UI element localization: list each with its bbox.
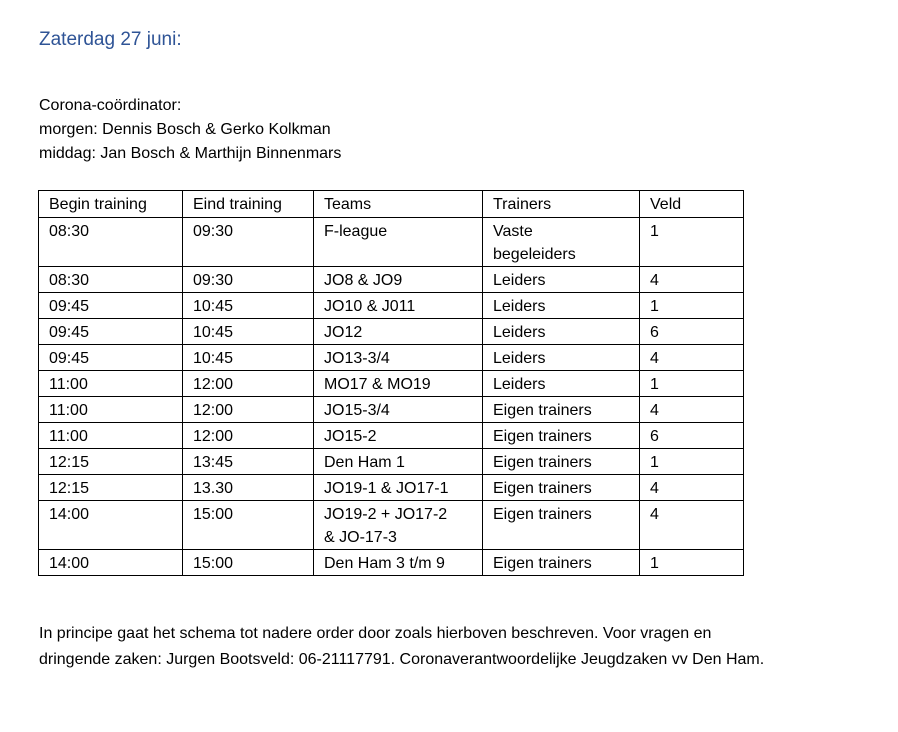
table-row (39, 423, 744, 449)
footer-note (39, 621, 889, 673)
cell-teams (314, 371, 483, 397)
cell-trainers-line: Leiders (493, 298, 546, 315)
header-trainers: Trainers (483, 191, 640, 218)
cell-trainers-line: Vaste (493, 223, 533, 240)
cell-trainers-line: Eigen trainers (493, 506, 592, 523)
cell-begin-training: 09:45 (39, 293, 183, 319)
table-row (39, 218, 744, 267)
table-row (39, 475, 744, 501)
cell-begin-training: 08:30 (39, 218, 183, 267)
header-teams: Teams (314, 191, 483, 218)
footer-line-1: In principe gaat het schema tot nadere order door zoals hierboven beschreven. Voor vragen en (39, 625, 712, 642)
coordinator-morning: morgen: Dennis Bosch & Gerko Kolkman (39, 121, 331, 138)
cell-veld: 4 (640, 475, 744, 501)
cell-trainers-line: Leiders (493, 350, 546, 367)
page-title: Zaterdag 27 juni: (39, 29, 182, 50)
cell-begin-training: 09:45 (39, 319, 183, 345)
cell-eind-training: 13.30 (183, 475, 314, 501)
table-row (39, 267, 744, 293)
cell-trainers (483, 319, 640, 345)
cell-eind-training: 09:30 (183, 218, 314, 267)
table-row (39, 345, 744, 371)
cell-trainers (483, 449, 640, 475)
cell-teams-line: Den Ham 3 t/m 9 (324, 555, 445, 572)
cell-teams (314, 319, 483, 345)
cell-teams-line: JO10 & J011 (324, 298, 416, 315)
cell-veld: 1 (640, 550, 744, 576)
cell-teams (314, 550, 483, 576)
cell-teams-line: JO13-3/4 (324, 350, 390, 367)
table-row (39, 397, 744, 423)
cell-trainers (483, 501, 640, 550)
cell-eind-training: 15:00 (183, 501, 314, 550)
cell-trainers (483, 345, 640, 371)
cell-begin-training: 11:00 (39, 371, 183, 397)
cell-eind-training: 15:00 (183, 550, 314, 576)
cell-trainers (483, 293, 640, 319)
cell-trainers-line: Leiders (493, 272, 546, 289)
cell-eind-training: 10:45 (183, 345, 314, 371)
cell-veld: 4 (640, 501, 744, 550)
cell-veld: 1 (640, 449, 744, 475)
cell-eind-training: 12:00 (183, 371, 314, 397)
cell-teams-line: Den Ham 1 (324, 454, 405, 471)
cell-teams (314, 475, 483, 501)
table-body (39, 218, 744, 576)
cell-teams-line: F-league (324, 223, 388, 240)
table-row (39, 501, 744, 550)
cell-veld: 6 (640, 423, 744, 449)
cell-veld: 1 (640, 371, 744, 397)
cell-trainers-line: begeleiders (493, 246, 576, 263)
cell-teams (314, 267, 483, 293)
cell-trainers-line: Eigen trainers (493, 454, 592, 471)
cell-veld: 4 (640, 397, 744, 423)
coordinator-heading: Corona-coördinator: (39, 97, 182, 114)
cell-teams-line: JO8 & JO9 (324, 272, 403, 289)
cell-teams (314, 293, 483, 319)
cell-eind-training: 09:30 (183, 267, 314, 293)
cell-trainers (483, 397, 640, 423)
cell-veld: 6 (640, 319, 744, 345)
cell-veld: 1 (640, 293, 744, 319)
cell-teams-line: JO12 (324, 324, 363, 341)
training-schedule-table (38, 190, 744, 576)
cell-teams-line: MO17 & MO19 (324, 376, 431, 393)
cell-teams-line: & JO-17-3 (324, 529, 397, 546)
table-row (39, 371, 744, 397)
cell-trainers (483, 550, 640, 576)
cell-eind-training: 10:45 (183, 319, 314, 345)
header-begin-training: Begin training (39, 191, 183, 218)
cell-begin-training: 14:00 (39, 501, 183, 550)
cell-eind-training: 12:00 (183, 423, 314, 449)
cell-begin-training: 12:15 (39, 475, 183, 501)
cell-begin-training: 09:45 (39, 345, 183, 371)
coordinator-afternoon: middag: Jan Bosch & Marthijn Binnenmars (39, 145, 342, 162)
cell-trainers (483, 475, 640, 501)
cell-veld: 4 (640, 345, 744, 371)
table-row (39, 293, 744, 319)
cell-teams (314, 449, 483, 475)
cell-teams (314, 501, 483, 550)
table-header-row (39, 191, 744, 218)
cell-teams-line: JO15-2 (324, 428, 377, 445)
cell-eind-training: 12:00 (183, 397, 314, 423)
cell-trainers-line: Eigen trainers (493, 555, 592, 572)
cell-teams (314, 345, 483, 371)
header-veld: Veld (640, 191, 744, 218)
cell-veld: 4 (640, 267, 744, 293)
table-row (39, 449, 744, 475)
cell-eind-training: 13:45 (183, 449, 314, 475)
cell-begin-training: 11:00 (39, 423, 183, 449)
cell-trainers-line: Eigen trainers (493, 480, 592, 497)
coordinator-info (39, 94, 341, 166)
cell-begin-training: 11:00 (39, 397, 183, 423)
cell-trainers (483, 218, 640, 267)
cell-teams (314, 423, 483, 449)
cell-trainers (483, 267, 640, 293)
cell-begin-training: 12:15 (39, 449, 183, 475)
footer-line-2: dringende zaken: Jurgen Bootsveld: 06-21117791. Coronaverantwoordelijke Jeugdzaken vv Den Ham. (39, 651, 765, 668)
table-row (39, 550, 744, 576)
cell-begin-training: 14:00 (39, 550, 183, 576)
cell-trainers (483, 371, 640, 397)
cell-teams (314, 397, 483, 423)
header-eind-training: Eind training (183, 191, 314, 218)
cell-teams-line: JO15-3/4 (324, 402, 390, 419)
cell-begin-training: 08:30 (39, 267, 183, 293)
cell-trainers-line: Eigen trainers (493, 402, 592, 419)
cell-teams-line: JO19-1 & JO17-1 (324, 480, 449, 497)
cell-trainers (483, 423, 640, 449)
cell-teams-line: JO19-2 + JO17-2 (324, 506, 448, 523)
cell-teams (314, 218, 483, 267)
cell-trainers-line: Eigen trainers (493, 428, 592, 445)
cell-trainers-line: Leiders (493, 376, 546, 393)
table-row (39, 319, 744, 345)
cell-trainers-line: Leiders (493, 324, 546, 341)
cell-veld: 1 (640, 218, 744, 267)
cell-eind-training: 10:45 (183, 293, 314, 319)
